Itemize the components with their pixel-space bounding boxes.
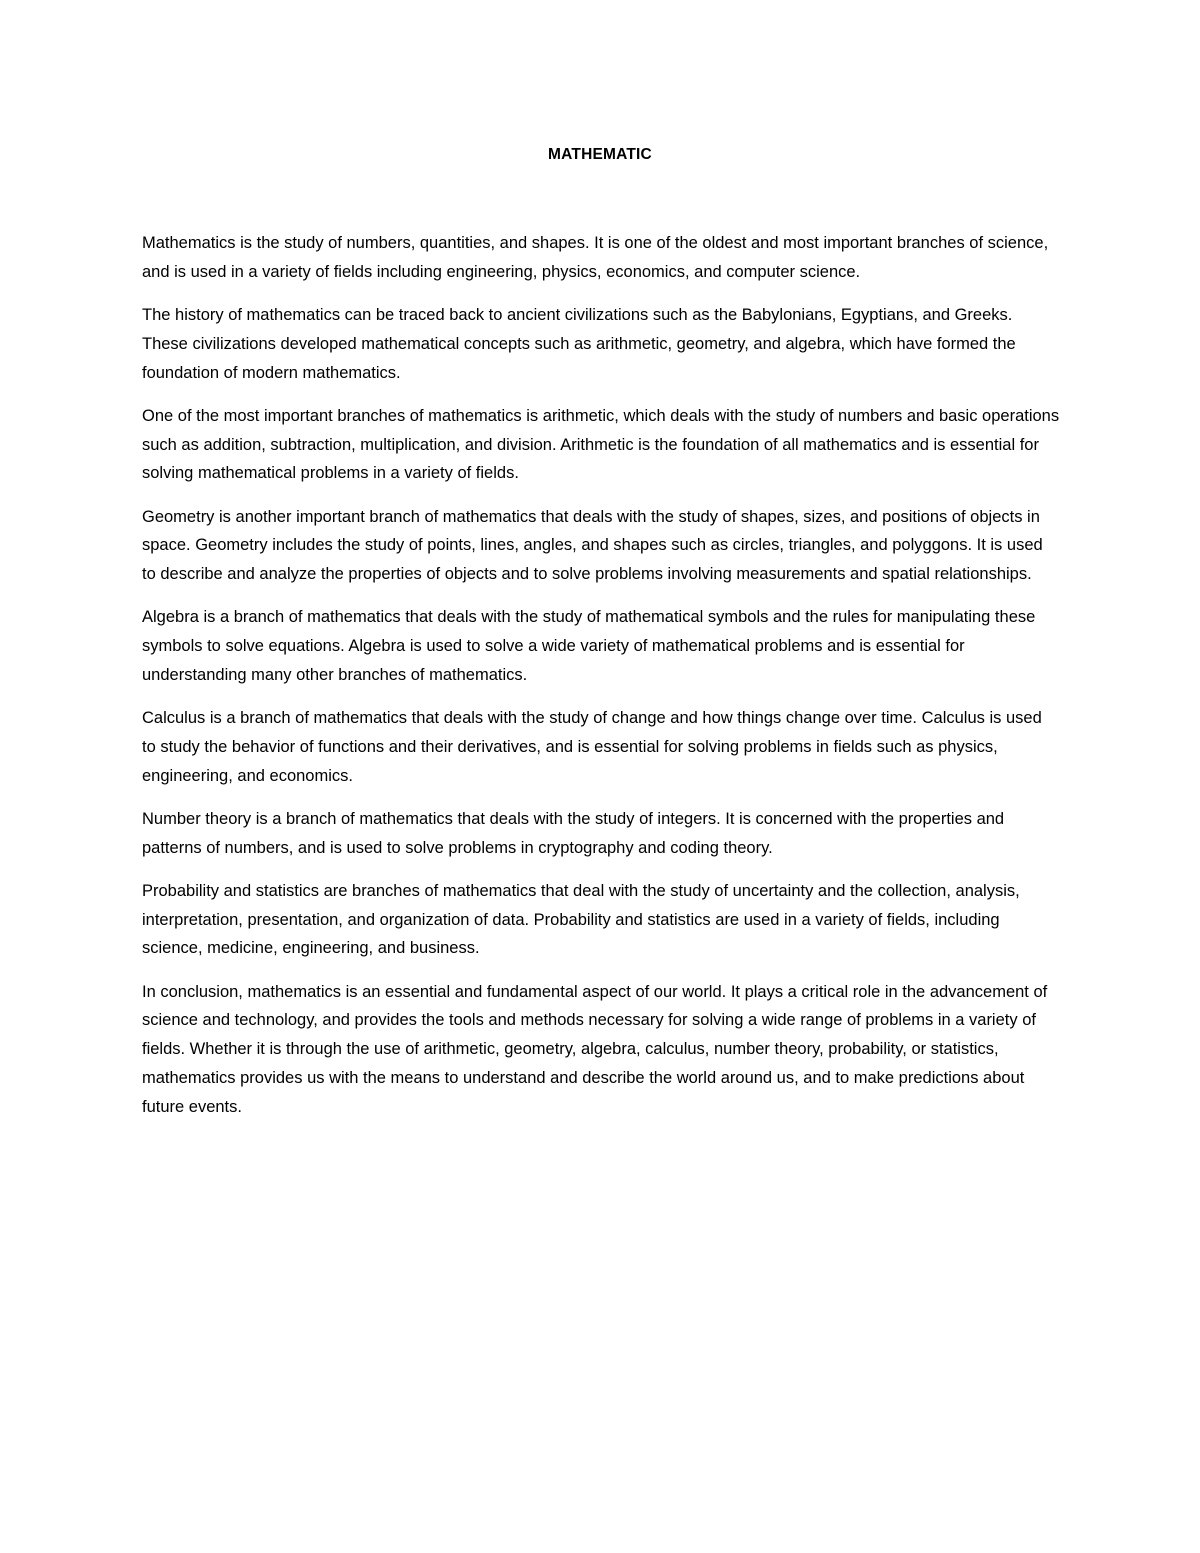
paragraph-introduction: Mathematics is the study of numbers, quantities, and shapes. It is one of the oldest and most important branches of science, and is used in a variety of fields including engineering, physics, economics, and computer science. bbox=[142, 234, 1049, 281]
paragraph-history: The history of mathematics can be traced back to ancient civilizations such as the Babylonians, Egyptians, and Greeks. These civilizations developed mathematical concepts such as arithmetic, geometry, and algebra, which have formed the foundation of modern mathematics. bbox=[142, 305, 1016, 382]
document-body bbox=[142, 229, 1060, 1136]
paragraph-arithmetic: One of the most important branches of mathematics is arithmetic, which deals with the study of numbers and basic operations such as addition, subtraction, multiplication, and division. Arithmetic is the foundation of all mathematics and is essential for solving mathematical problems in a variety of fields. bbox=[142, 406, 1060, 483]
paragraph-geometry: Geometry is another important branch of mathematics that deals with the study of shapes, sizes, and positions of objects in space. Geometry includes the study of points, lines, angles, and shapes such as circles, triangles, and polyggons. It is used to describe and analyze the properties of objects and to solve problems involving measurements and spatial relationships. bbox=[142, 507, 1043, 584]
paragraph-algebra: Algebra is a branch of mathematics that deals with the study of mathematical symbols and the rules for manipulating these symbols to solve equations. Algebra is used to solve a wide variety of mathematical problems and is essential for understanding many other branches of mathematics. bbox=[142, 608, 1036, 684]
paragraph-number-theory: Number theory is a branch of mathematics that deals with the study of integers. It is concerned with the properties and patterns of numbers, and is used to solve problems in cryptography and coding theory. bbox=[142, 809, 1005, 857]
paragraph-calculus: Calculus is a branch of mathematics that deals with the study of change and how things change over time. Calculus is used to study the behavior of functions and their derivatives, and is essential for solving problems in fields such as physics, engineering, and economics. bbox=[142, 709, 1042, 785]
paragraph-probability-statistics: Probability and statistics are branches of mathematics that deal with the study of uncertainty and the collection, analysis, interpretation, presentation, and organization of data. Probability and statistics are used in a variety of fields, including science, medicine, engineering, and business. bbox=[142, 881, 1020, 958]
paragraph-conclusion: In conclusion, mathematics is an essential and fundamental aspect of our world. It plays a critical role in the advancement of science and technology, and provides the tools and methods necessary for solving a wide range of problems in a variety of fields. Whether it is through the use of arithmetic, geometry, algebra, calculus, number theory, probability, or statistics, mathematics provides us with the means to understand and describe the world around us, and to make predictions about future events. bbox=[142, 982, 1048, 1116]
document-title: MATHEMATIC bbox=[548, 146, 652, 163]
